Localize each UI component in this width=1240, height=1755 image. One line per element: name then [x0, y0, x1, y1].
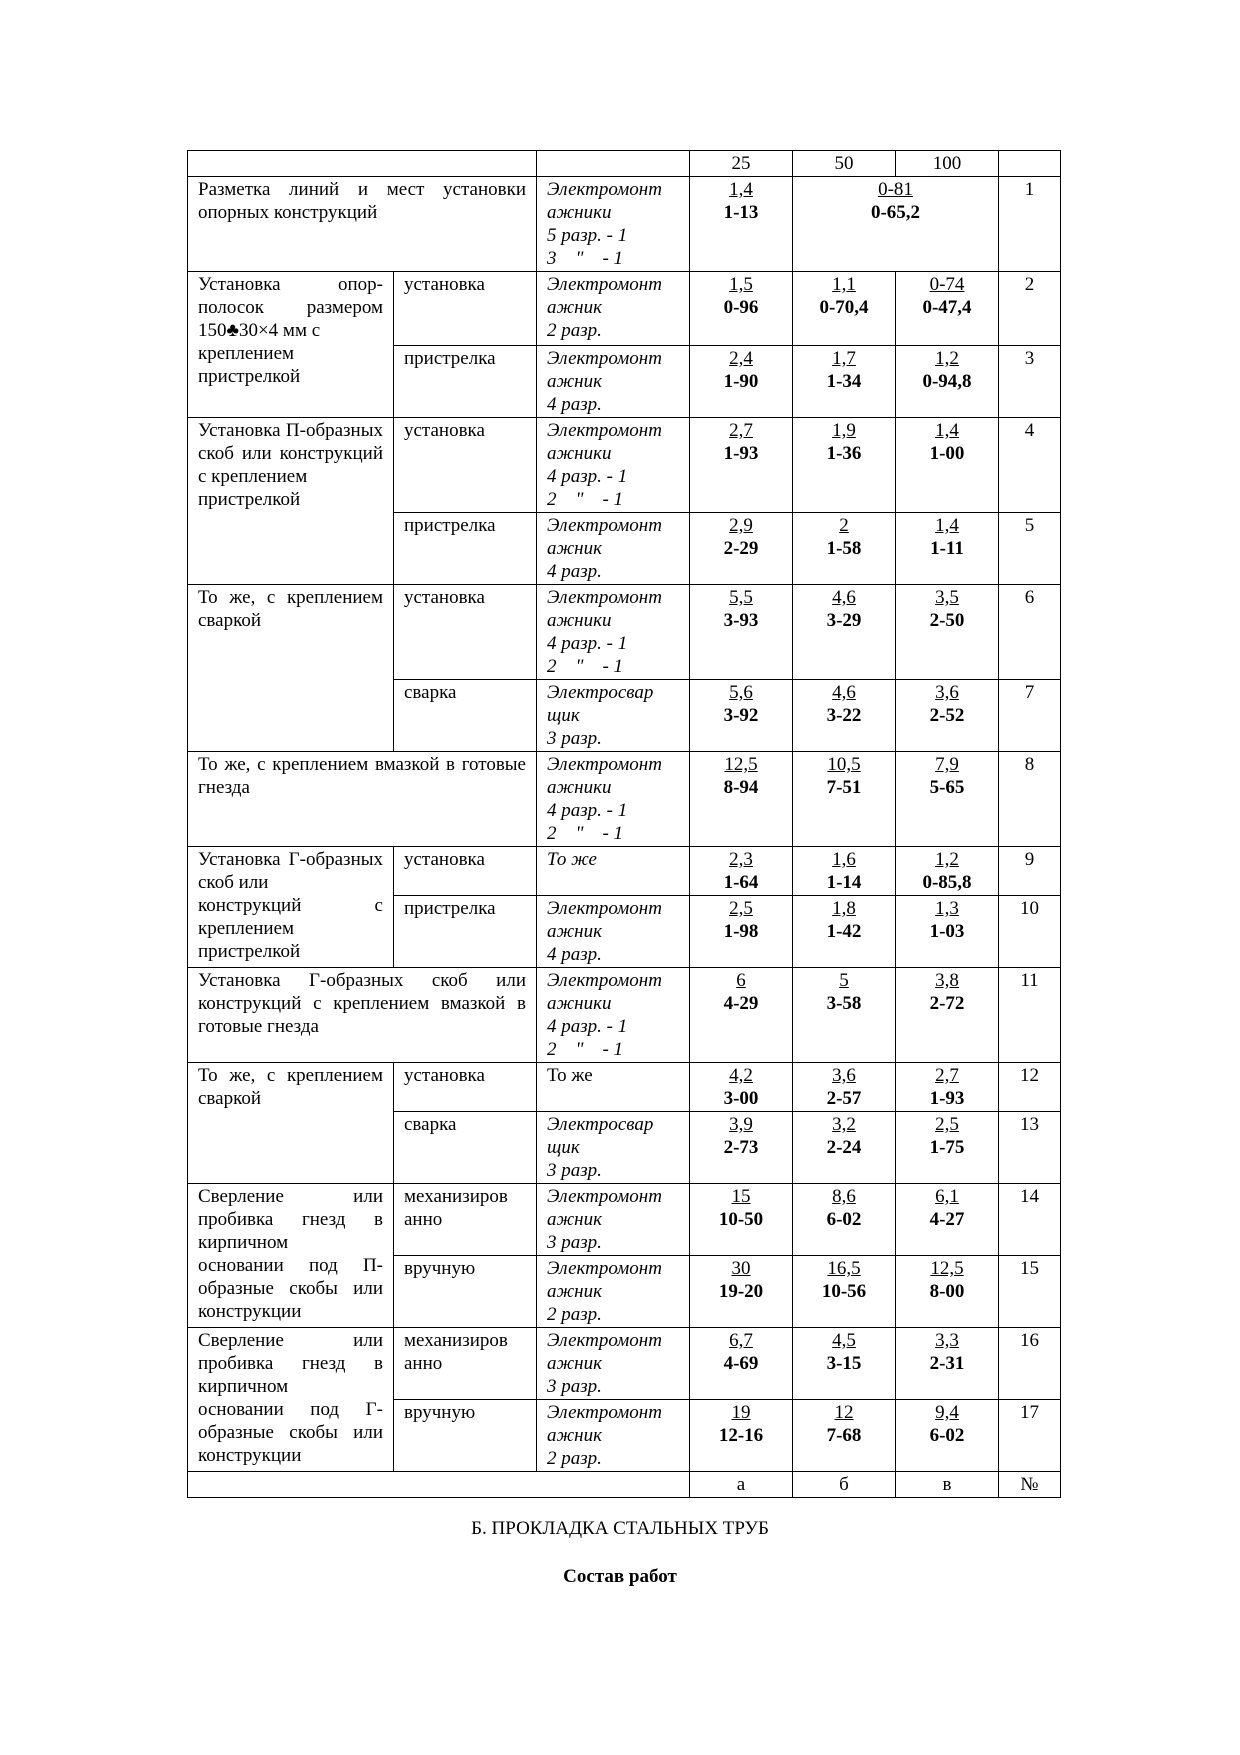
work-description-part1: Установка Г-образных скоб или — [198, 849, 383, 893]
norm-cost: 3-93 — [723, 610, 759, 631]
norm-time: 3,6 — [935, 682, 959, 703]
norm-time: 4,6 — [832, 587, 856, 608]
norm-cell — [690, 896, 793, 968]
work-description — [188, 1328, 394, 1472]
operation: пристрелка — [394, 346, 537, 418]
worker-composition: Электромонт ажники 5 разр. - 1 3 " - 1 — [537, 177, 690, 272]
norm-cell — [690, 418, 793, 513]
norm-cell — [896, 513, 999, 585]
norm-time: 16,5 — [827, 1258, 861, 1279]
work-description — [188, 847, 394, 968]
row-number: 7 — [999, 680, 1061, 752]
work-description: То же, с креплением вмазкой в готовые гнезда — [188, 752, 537, 847]
norm-cell — [793, 418, 896, 513]
row-number: 13 — [999, 1112, 1061, 1184]
norm-cell — [793, 752, 896, 847]
norm-time: 5 — [839, 970, 849, 991]
norm-cost: 0-85,8 — [922, 872, 972, 893]
norm-cost: 2-24 — [826, 1137, 862, 1158]
norm-cell — [896, 346, 999, 418]
norm-cost: 12-16 — [718, 1425, 764, 1446]
norm-cost: 2-29 — [723, 538, 759, 559]
norm-time: 4,2 — [729, 1065, 753, 1086]
norm-time: 0-74 — [929, 274, 965, 295]
norm-time: 6,1 — [935, 1186, 959, 1207]
subsection-title: Состав работ — [563, 1566, 677, 1587]
norm-cost: 1-90 — [723, 371, 759, 392]
norm-time: 3,5 — [935, 587, 959, 608]
row-number: 15 — [999, 1256, 1061, 1328]
norm-cell — [793, 1328, 896, 1400]
norm-cost: 1-14 — [826, 872, 862, 893]
table-row — [188, 1063, 1061, 1112]
worker-composition: Электромонт ажник 4 разр. — [537, 896, 690, 968]
norm-cost: 10-56 — [821, 1281, 867, 1302]
norm-cost: 4-69 — [723, 1353, 759, 1374]
work-description-part2: пристрелкой — [198, 489, 301, 510]
worker-composition: Электромонт ажник 3 разр. — [537, 1328, 690, 1400]
table-row — [188, 968, 1061, 1063]
norm-cost: 1-03 — [929, 921, 965, 942]
worker-composition: Электромонт ажник 4 разр. — [537, 513, 690, 585]
norm-time: 3,3 — [935, 1330, 959, 1351]
norm-cost: 0-94,8 — [922, 371, 972, 392]
norm-time: 3,6 — [832, 1065, 856, 1086]
table-row — [188, 585, 1061, 680]
table-row — [188, 418, 1061, 513]
work-description-part2: конструкций с креплением пристрелкой — [198, 895, 383, 962]
norm-time: 7,9 — [935, 754, 959, 775]
norm-cost: 2-31 — [929, 1353, 965, 1374]
norm-cell — [690, 1400, 793, 1472]
norm-cost: 19-20 — [718, 1281, 764, 1302]
norm-cell — [793, 1400, 896, 1472]
norm-cost: 2-52 — [929, 705, 965, 726]
norm-cell — [896, 847, 999, 896]
norm-time: 3,2 — [832, 1114, 856, 1135]
norm-cell — [690, 1256, 793, 1328]
header-col-100: 100 — [896, 151, 999, 177]
norm-cell — [690, 513, 793, 585]
norm-cost: 1-13 — [723, 202, 759, 223]
worker-composition: Электромонт ажники 4 разр. - 1 2 " - 1 — [537, 968, 690, 1063]
header-idx-cell — [999, 151, 1061, 177]
worker-composition: Электромонт ажники 4 разр. - 1 2 " - 1 — [537, 752, 690, 847]
norm-time: 15 — [731, 1186, 751, 1207]
norm-cost: 1-42 — [826, 921, 862, 942]
norm-cost: 0-70,4 — [819, 297, 869, 318]
norm-cell — [793, 177, 999, 272]
header-desc-cell — [188, 151, 537, 177]
operation: сварка — [394, 680, 537, 752]
work-description: Установка Г-образных скоб или конструкций с креплением вмазкой в готовые гнезда — [188, 968, 537, 1063]
row-number: 2 — [999, 272, 1061, 346]
table-row — [188, 1184, 1061, 1256]
operation: механизиров анно — [394, 1184, 537, 1256]
norm-cell — [690, 346, 793, 418]
norm-cell — [690, 1328, 793, 1400]
norm-cost: 3-29 — [826, 610, 862, 631]
norm-time: 1,8 — [832, 898, 856, 919]
footer-col-no: № — [999, 1472, 1061, 1498]
work-description: Разметка линий и мест установки опорных конструкций — [188, 177, 537, 272]
operation: установка — [394, 847, 537, 896]
row-number: 11 — [999, 968, 1061, 1063]
worker-composition: Электросвар щик 3 разр. — [537, 680, 690, 752]
norm-cost: 4-27 — [929, 1209, 965, 1230]
row-number: 14 — [999, 1184, 1061, 1256]
operation: пристрелка — [394, 513, 537, 585]
work-description-part2: основании под Г-образные скобы или конструкции — [198, 1399, 383, 1466]
table-row — [188, 847, 1061, 896]
norm-cell — [793, 272, 896, 346]
row-number: 3 — [999, 346, 1061, 418]
norm-cost: 8-94 — [723, 777, 759, 798]
norm-cost: 3-15 — [826, 1353, 862, 1374]
norm-time: 4,5 — [832, 1330, 856, 1351]
norm-cell — [896, 968, 999, 1063]
operation: вручную — [394, 1256, 537, 1328]
work-description-part2: креплением пристрелкой — [198, 343, 301, 387]
worker-composition: То же — [537, 847, 690, 896]
norm-cell — [896, 1400, 999, 1472]
norm-cost: 1-36 — [826, 443, 862, 464]
norm-cost: 2-57 — [826, 1088, 862, 1109]
norm-time: 2,5 — [935, 1114, 959, 1135]
norm-cell — [793, 896, 896, 968]
norm-time: 1,2 — [935, 849, 959, 870]
norm-cell — [690, 177, 793, 272]
norm-cell — [793, 968, 896, 1063]
norm-cell — [896, 418, 999, 513]
norm-cell — [793, 1112, 896, 1184]
norm-time: 12 — [834, 1402, 854, 1423]
norms-table — [187, 150, 1061, 1498]
norm-time: 1,1 — [832, 274, 856, 295]
norm-cell — [896, 1184, 999, 1256]
norm-cost: 2-50 — [929, 610, 965, 631]
norm-time: 3,8 — [935, 970, 959, 991]
footer-col-b: б — [793, 1472, 896, 1498]
operation: пристрелка — [394, 896, 537, 968]
norm-cost: 1-00 — [929, 443, 965, 464]
norm-cell — [690, 1112, 793, 1184]
norm-cost: 3-58 — [826, 993, 862, 1014]
norm-time: 10,5 — [827, 754, 861, 775]
work-description — [188, 418, 394, 585]
footer-row — [188, 1472, 1061, 1498]
norm-time: 6,7 — [729, 1330, 753, 1351]
norm-cost: 10-50 — [718, 1209, 764, 1230]
row-number: 8 — [999, 752, 1061, 847]
norm-time: 5,6 — [729, 682, 753, 703]
norm-time: 1,5 — [729, 274, 753, 295]
norm-time: 1,2 — [935, 348, 959, 369]
worker-composition: То же — [537, 1063, 690, 1112]
norm-cell — [896, 585, 999, 680]
norm-cell — [690, 1184, 793, 1256]
work-description-part1: Установка опор-полосок размером 150♣30×4 мм с — [198, 274, 383, 341]
norm-cost: 1-93 — [723, 443, 759, 464]
row-number: 4 — [999, 418, 1061, 513]
norm-cell — [690, 585, 793, 680]
norm-cell — [896, 1112, 999, 1184]
worker-composition: Электромонт ажники 4 разр. - 1 2 " - 1 — [537, 418, 690, 513]
norm-time: 1,4 — [729, 179, 753, 200]
norm-cell — [793, 680, 896, 752]
row-number: 10 — [999, 896, 1061, 968]
norm-cost: 0-65,2 — [870, 202, 921, 223]
norm-time: 0-81 — [878, 179, 913, 200]
norm-cost: 1-93 — [929, 1088, 965, 1109]
norm-time: 19 — [731, 1402, 751, 1423]
work-description — [188, 1184, 394, 1328]
norm-cell — [793, 1256, 896, 1328]
header-worker-cell — [537, 151, 690, 177]
norm-cost: 1-64 — [723, 872, 759, 893]
norm-cost: 3-00 — [723, 1088, 759, 1109]
norm-time: 2,7 — [729, 420, 753, 441]
work-description: То же, с креплением сваркой — [188, 1063, 394, 1184]
norm-cost: 3-22 — [826, 705, 862, 726]
norm-time: 4,6 — [832, 682, 856, 703]
norm-cost: 1-75 — [929, 1137, 965, 1158]
norm-cost: 2-73 — [723, 1137, 759, 1158]
row-number: 6 — [999, 585, 1061, 680]
norm-cell — [896, 272, 999, 346]
norm-time: 6 — [736, 970, 746, 991]
norm-cell — [690, 752, 793, 847]
work-description-part1: Установка П-образных скоб или конструкций с креплением — [198, 420, 383, 487]
norm-cost: 6-02 — [826, 1209, 862, 1230]
operation: сварка — [394, 1112, 537, 1184]
norm-cell — [690, 968, 793, 1063]
row-number: 17 — [999, 1400, 1061, 1472]
footer-col-a: а — [690, 1472, 793, 1498]
norm-cost: 6-02 — [929, 1425, 965, 1446]
operation: установка — [394, 272, 537, 346]
norm-time: 2,7 — [935, 1065, 959, 1086]
norm-time: 2,4 — [729, 348, 753, 369]
norm-time: 1,6 — [832, 849, 856, 870]
norm-time: 5,5 — [729, 587, 753, 608]
worker-composition: Электросвар щик 3 разр. — [537, 1112, 690, 1184]
row-number: 12 — [999, 1063, 1061, 1112]
norm-time: 1,4 — [935, 515, 959, 536]
norm-cell — [896, 752, 999, 847]
norm-cost: 1-11 — [930, 538, 964, 559]
footer-col-v: в — [896, 1472, 999, 1498]
norm-time: 1,4 — [935, 420, 959, 441]
table-row — [188, 1328, 1061, 1400]
norm-cost: 1-58 — [826, 538, 862, 559]
row-number: 5 — [999, 513, 1061, 585]
worker-composition: Электромонт ажник 4 разр. — [537, 346, 690, 418]
norm-time: 3,9 — [729, 1114, 753, 1135]
operation: механизиров анно — [394, 1328, 537, 1400]
norm-cost: 7-51 — [826, 777, 862, 798]
norm-time: 1,9 — [832, 420, 856, 441]
norm-cell — [793, 585, 896, 680]
norm-cost: 1-34 — [826, 371, 862, 392]
worker-composition: Электромонт ажник 2 разр. — [537, 1256, 690, 1328]
norm-cell — [690, 847, 793, 896]
norm-cell — [690, 272, 793, 346]
norm-cost: 7-68 — [826, 1425, 862, 1446]
norm-time: 2,3 — [729, 849, 753, 870]
norm-cell — [690, 680, 793, 752]
norm-cell — [896, 896, 999, 968]
norm-cost: 1-98 — [723, 921, 759, 942]
norm-cost: 8-00 — [929, 1281, 965, 1302]
work-description-part1: Сверление или пробивка гнезд в кирпичном — [198, 1330, 383, 1397]
norm-cell — [690, 1063, 793, 1112]
norm-cost: 0-47,4 — [922, 297, 972, 318]
norm-cell — [793, 1063, 896, 1112]
worker-composition: Электромонт ажник 2 разр. — [537, 1400, 690, 1472]
norm-time: 9,4 — [935, 1402, 959, 1423]
operation: установка — [394, 585, 537, 680]
operation: вручную — [394, 1400, 537, 1472]
header-col-25: 25 — [690, 151, 793, 177]
header-row — [188, 151, 1061, 177]
norm-cell — [896, 1256, 999, 1328]
norm-time: 30 — [731, 1258, 751, 1279]
norm-time: 8,6 — [832, 1186, 856, 1207]
worker-composition: Электромонт ажники 4 разр. - 1 2 " - 1 — [537, 585, 690, 680]
work-description — [188, 272, 394, 418]
worker-composition: Электромонт ажник 3 разр. — [537, 1184, 690, 1256]
norm-cell — [793, 346, 896, 418]
table-row — [188, 752, 1061, 847]
norm-time: 1,7 — [832, 348, 856, 369]
row-number: 1 — [999, 177, 1061, 272]
norm-cell — [793, 513, 896, 585]
operation: установка — [394, 418, 537, 513]
norm-time: 12,5 — [724, 754, 758, 775]
table-row — [188, 272, 1061, 346]
worker-composition: Электромонт ажник 2 разр. — [537, 272, 690, 346]
header-col-50: 50 — [793, 151, 896, 177]
footer-desc-cell — [188, 1472, 690, 1498]
norm-cell — [896, 1328, 999, 1400]
row-number: 9 — [999, 847, 1061, 896]
norm-cell — [793, 1184, 896, 1256]
norm-time: 2,9 — [729, 515, 753, 536]
norm-cost: 3-92 — [723, 705, 759, 726]
norm-cell — [896, 1063, 999, 1112]
work-description-part2: основании под П-образные скобы или конструкции — [198, 1255, 383, 1322]
section-title: Б. ПРОКЛАДКА СТАЛЬНЫХ ТРУБ — [471, 1518, 769, 1539]
norm-time: 1,3 — [935, 898, 959, 919]
norm-cell — [896, 680, 999, 752]
operation: установка — [394, 1063, 537, 1112]
work-description-part1: Сверление или пробивка гнезд в кирпичном — [198, 1186, 383, 1253]
work-description: То же, с креплением сваркой — [188, 585, 394, 752]
norm-cost: 5-65 — [929, 777, 965, 798]
norm-cost: 2-72 — [929, 993, 965, 1014]
row-number: 16 — [999, 1328, 1061, 1400]
norm-cell — [793, 847, 896, 896]
norm-time: 2 — [839, 515, 849, 536]
norm-cost: 0-96 — [723, 297, 759, 318]
norm-cost: 4-29 — [723, 993, 759, 1014]
table-row — [188, 177, 1061, 272]
norm-time: 2,5 — [729, 898, 753, 919]
norm-time: 12,5 — [930, 1258, 964, 1279]
